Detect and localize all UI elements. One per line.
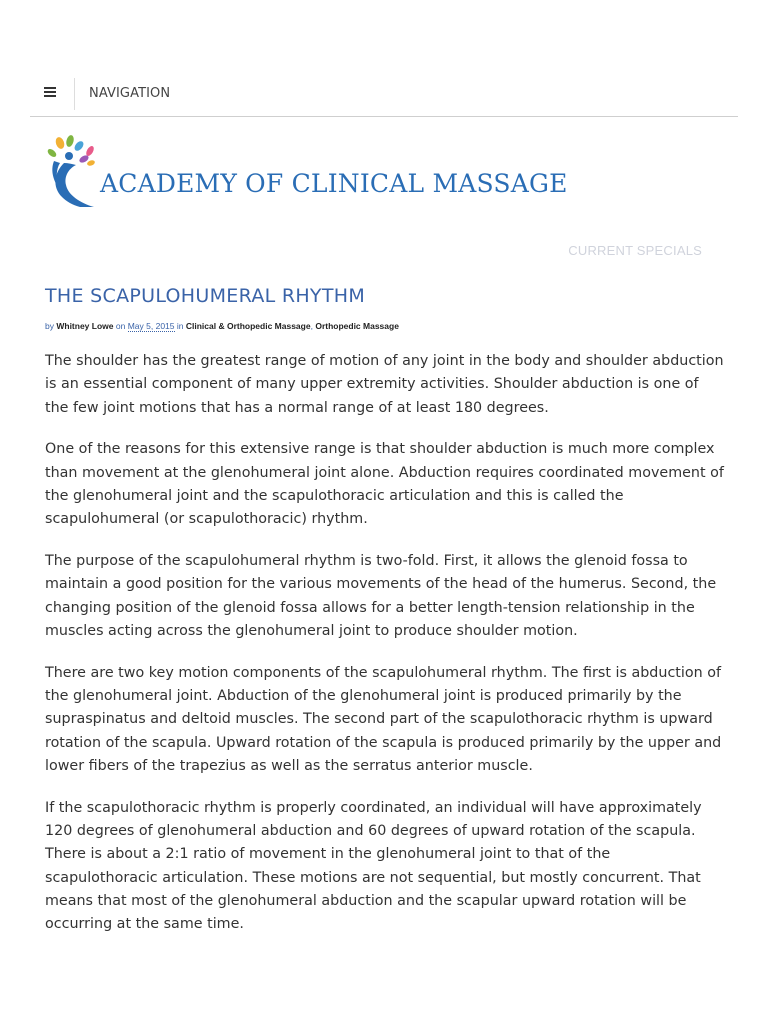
site-logo[interactable]	[46, 135, 568, 209]
author-link[interactable]: Whitney Lowe	[56, 321, 114, 331]
article-body	[45, 350, 725, 955]
post-meta	[45, 321, 399, 331]
article-title: THE SCAPULOHUMERAL RHYTHM	[45, 285, 366, 307]
article-paragraph: The purpose of the scapulohumeral rhythm is two-fold. First, it allows the glenoid fossa to maintain a good position for the various movements of the head of the humerus. Second, the changing position of the glenoid fossa allows for a better length-tension relationship in the muscles acting across the glenohumeral joint to produce shoulder motion.	[45, 553, 717, 639]
navigation-bar	[30, 78, 738, 117]
article-paragraph: One of the reasons for this extensive range is that shoulder abduction is much more complex than movement at the glenohumeral joint alone. Abduction requires coordinated movement of the glenohumeral joint and the scapulothoracic articulation and this is called the scapulohumeral (or scapulothoracic) rhythm.	[45, 441, 724, 528]
logo-text: ACADEMY OF CLINICAL MASSAGE	[100, 169, 568, 198]
meta-by: by	[45, 321, 54, 331]
post-date[interactable]: May 5, 2015	[127, 321, 175, 331]
nav-divider	[74, 78, 75, 110]
article-paragraph: The shoulder has the greatest range of motion of any joint in the body and shoulder abduction is an essential component of many upper extremity activities. Shoulder abduction is one of the few joint motions that has a normal range of at least 180 degrees.	[45, 353, 724, 416]
category-link-clinical[interactable]: Clinical & Orthopedic Massage	[185, 321, 311, 331]
article-paragraph: If the scapulothoracic rhythm is properly coordinated, an individual will have approximately 120 degrees of glenohumeral abduction and 60 degrees of upward rotation of the scapula. There is about a 2:1 ratio of movement in the glenohumeral joint to that of the scapulothoracic articulation. These motions are not sequential, but mostly concurrent. That means that most of the glenohumeral abduction and the scapular upward rotation will be occurring at the same time.	[45, 799, 702, 933]
tree-figure-icon	[46, 135, 98, 209]
category-separator: ,	[310, 321, 313, 331]
navigation-menu-link[interactable]: NAVIGATION	[89, 86, 171, 101]
meta-in: in	[176, 321, 184, 331]
current-specials-link[interactable]: CURRENT SPECIALS	[568, 243, 702, 258]
hamburger-icon[interactable]	[44, 87, 57, 99]
meta-on: on	[115, 321, 126, 331]
article-paragraph: There are two key motion components of the scapulohumeral rhythm. The first is abduction of the glenohumeral joint. Abduction of the glenohumeral joint is produced primarily by the supraspinatus and deltoid muscles. The second part of the scapulothoracic rhythm is upward rotation of the scapula. Upward rotation of the scapula is produced primarily by the upper and lower fibers of the trapezius as well as the serratus anterior muscle.	[45, 664, 722, 774]
category-link-orthopedic[interactable]: Orthopedic Massage	[315, 321, 399, 331]
